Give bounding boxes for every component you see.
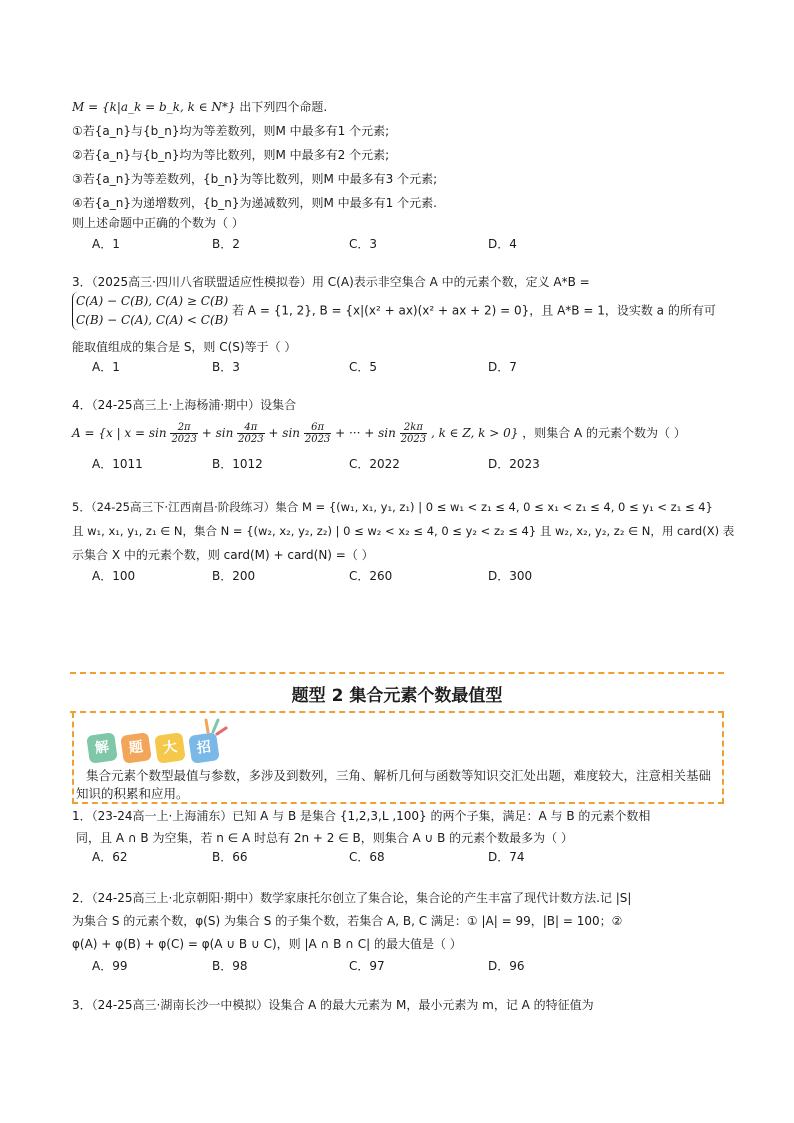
s2q2-line-3: φ(A) + φ(B) + φ(C) = φ(A ∪ B ∪ C)，则 |A ∩ B ∩ C| 的最大值是（ ） bbox=[72, 937, 462, 951]
s2q1-options bbox=[92, 847, 732, 867]
q4-set-lhs: A = {x | x = sin bbox=[72, 426, 167, 440]
option-b: B．98 bbox=[212, 959, 248, 973]
option-d: D．300 bbox=[488, 569, 533, 583]
q4-plus-sin: + sin bbox=[201, 426, 234, 440]
badge-ti: 题 bbox=[120, 732, 152, 764]
q4-set-expression bbox=[72, 420, 686, 446]
spark-icon bbox=[204, 714, 228, 736]
badge-da: 大 bbox=[154, 732, 186, 764]
frac-numerator: 4π bbox=[237, 422, 264, 434]
frac-denominator: 2023 bbox=[400, 434, 427, 445]
q4-frac-2 bbox=[237, 422, 264, 445]
option-b: B．3 bbox=[212, 360, 240, 374]
option-d: D．7 bbox=[488, 360, 517, 374]
s2q2-options bbox=[92, 956, 732, 976]
option-d: D．74 bbox=[488, 850, 525, 864]
q4-line-1: 4．（24-25高三上·上海杨浦·期中）设集合 bbox=[72, 398, 297, 412]
option-a: A．100 bbox=[92, 569, 136, 583]
proposition-2: ②若{a_n}与{b_n}均为等比数列，则M 中最多有2 个元素; bbox=[72, 148, 390, 162]
intro-question: 则上述命题中正确的个数为（ ） bbox=[72, 216, 244, 230]
section-title: 题型 2 集合元素个数最值型 bbox=[291, 686, 503, 706]
badge-zhao: 招 bbox=[188, 732, 220, 764]
option-b: B．1012 bbox=[212, 457, 263, 471]
q3-piecewise bbox=[72, 292, 228, 330]
frac-numerator: 2π bbox=[170, 422, 197, 434]
section-divider-top bbox=[70, 672, 724, 674]
option-a: A．1011 bbox=[92, 457, 143, 471]
intro-line-1-text: 出下列四个命题. bbox=[239, 100, 328, 114]
proposition-3: ③若{a_n}为等差数列，{b_n}为等比数列，则M 中最多有3 个元素; bbox=[72, 172, 438, 186]
q4-frac-1 bbox=[170, 422, 197, 445]
intro-options bbox=[92, 234, 732, 254]
q5-line-3: 示集合 X 中的元素个数，则 card(M) + card(N) =（ ） bbox=[72, 548, 374, 562]
tip-text: 集合元素个数型最值与参数，多涉及到数列，三角、解析几何与函数等知识交汇处出题，难度较大，注意相关基础知识的积累和应用。 bbox=[76, 768, 712, 801]
q4-options bbox=[92, 454, 732, 474]
q3-case-2: C(B) − C(A), C(A) < C(B) bbox=[76, 313, 229, 327]
q5-line-2: 且 w₁, x₁, y₁, z₁ ∈ N，集合 N = {(w₂, x₂, y₂, z₂) | 0 ≤ w₂ < x₂ ≤ 4, 0 ≤ y₂ < z₂ ≤ 4} 且 w₂, x₂, y₂, z₂ ∈ N，用 card(X) 表 bbox=[72, 524, 735, 538]
q3-case-1: C(A) − C(B), C(A) ≥ C(B) bbox=[76, 294, 229, 308]
option-c: C．260 bbox=[349, 569, 393, 583]
option-b: B．66 bbox=[212, 850, 248, 864]
q4-set-rhs: , k ∈ Z, k > 0} bbox=[430, 426, 519, 440]
frac-numerator: 6π bbox=[304, 422, 331, 434]
proposition-4: ④若{a_n}为递增数列，{b_n}为递减数列，则M 中最多有1 个元素. bbox=[72, 196, 437, 210]
s2q3-line-1: 3．（24-25高三·湖南长沙一中模拟）设集合 A 的最大元素为 M，最小元素为 m，记 A 的特征值为 bbox=[72, 998, 594, 1012]
option-b: B．2 bbox=[212, 237, 240, 251]
s2q1-line-2: 同，且 A ∩ B 为空集，若 n ∈ A 时总有 2n + 2 ∈ B，则集合 A ∪ B 的元素个数最多为（ ） bbox=[76, 831, 573, 845]
proposition-1: ①若{a_n}与{b_n}均为等差数列，则M 中最多有1 个元素; bbox=[72, 124, 390, 138]
s2q2-line-2: 为集合 S 的元素个数，φ(S) 为集合 S 的子集个数，若集合 A, B, C 满足：① |A| = 99，|B| = 100；② bbox=[72, 914, 623, 928]
option-b: B．200 bbox=[212, 569, 256, 583]
q5-options bbox=[92, 566, 732, 586]
set-m-definition: M = {k|a_k = b_k, k ∈ N*} bbox=[72, 100, 236, 114]
frac-denominator: 2023 bbox=[304, 434, 331, 445]
option-d: D．4 bbox=[488, 237, 517, 251]
frac-denominator: 2023 bbox=[171, 434, 197, 445]
option-d: D．2023 bbox=[488, 457, 540, 471]
q3-line-2-rest: 若 A = {1, 2}, B = {x|(x² + ax)(x² + ax + 2) = 0}，且 A*B = 1，设实数 a 的所有可 bbox=[231, 303, 716, 318]
s2q1-line-1: 1．（23-24高一上·上海浦东）已知 A 与 B 是集合 {1,2,3,L ,100} 的两个子集，满足：A 与 B 的元素个数相 bbox=[72, 809, 651, 823]
option-a: A．99 bbox=[92, 959, 128, 973]
option-a: A．62 bbox=[92, 850, 128, 864]
option-c: C．5 bbox=[349, 360, 378, 374]
intro-line-1 bbox=[72, 97, 327, 117]
option-c: C．68 bbox=[349, 850, 385, 864]
q4-tail: ，则集合 A 的元素个数为（ ） bbox=[522, 426, 686, 440]
q3-options bbox=[92, 357, 732, 377]
q3-line-1: 3．（2025高三·四川八省联盟适应性模拟卷）用 C(A)表示非空集合 A 中的元素个数，定义 A*B = bbox=[72, 275, 590, 289]
option-a: A．1 bbox=[92, 360, 120, 374]
q3-line-2 bbox=[72, 292, 716, 330]
badge-jie: 解 bbox=[86, 732, 118, 764]
option-c: C．2022 bbox=[349, 457, 400, 471]
q3-line-3: 能取值组成的集合是 S，则 C(S)等于（ ） bbox=[72, 340, 297, 354]
q5-line-1: 5．（24-25高三下·江西南昌·阶段练习）集合 M = {(w₁, x₁, y₁, z₁) | 0 ≤ w₁ < z₁ ≤ 4, 0 ≤ x₁ < z₁ ≤ 4, 0 ≤ y₁ < z₁ ≤ 4} bbox=[72, 500, 713, 514]
s2q2-line-1: 2．（24-25高三上·北京朝阳·期中）数学家康托尔创立了集合论，集合论的产生丰富了现代计数方法.记 |S| bbox=[72, 891, 632, 905]
frac-denominator: 2023 bbox=[238, 434, 264, 445]
option-a: A．1 bbox=[92, 237, 120, 251]
q4-plus-sin: + sin bbox=[268, 426, 301, 440]
q4-dots-sin: + ··· + sin bbox=[335, 426, 396, 440]
option-c: C．97 bbox=[349, 959, 385, 973]
option-d: D．96 bbox=[488, 959, 525, 973]
q4-frac-3 bbox=[304, 422, 331, 445]
q4-frac-4 bbox=[400, 422, 427, 445]
frac-numerator: 2kπ bbox=[400, 422, 427, 434]
option-c: C．3 bbox=[349, 237, 378, 251]
